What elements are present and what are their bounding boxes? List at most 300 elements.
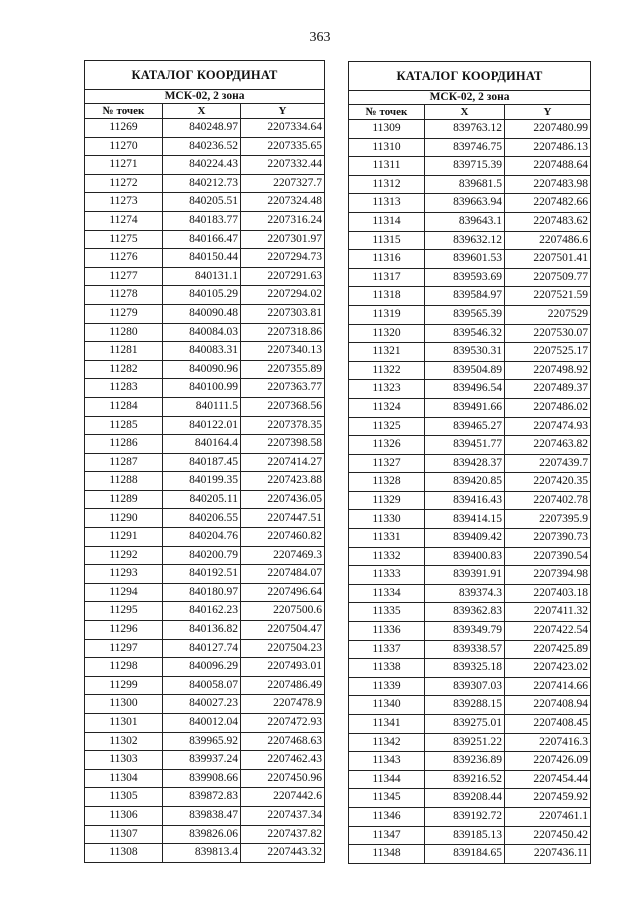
point-number-cell: 11293 (85, 565, 163, 584)
table-row (349, 622, 591, 641)
x-coordinate-cell: 839216.52 (425, 770, 505, 789)
point-number-cell: 11345 (349, 789, 425, 808)
point-number-cell: 11278 (85, 286, 163, 305)
table-row (85, 286, 325, 305)
table-row (85, 509, 325, 528)
point-number-cell: 11325 (349, 417, 425, 436)
x-coordinate-cell: 840012.04 (163, 714, 241, 733)
x-coordinate-cell: 840136.82 (163, 621, 241, 640)
table-row (349, 659, 591, 678)
point-number-cell: 11280 (85, 323, 163, 342)
point-number-cell: 11326 (349, 436, 425, 455)
point-number-cell: 11323 (349, 380, 425, 399)
y-coordinate-cell: 2207423.88 (241, 472, 325, 491)
x-coordinate-cell: 839307.03 (425, 677, 505, 696)
page-number: 363 (309, 30, 331, 45)
point-number-cell: 11314 (349, 212, 425, 231)
table-row (349, 473, 591, 492)
y-coordinate-cell: 2207501.41 (505, 250, 591, 269)
y-coordinate-cell: 2207504.23 (241, 639, 325, 658)
point-number-cell: 11305 (85, 788, 163, 807)
y-coordinate-cell: 2207521.59 (505, 287, 591, 306)
table-row (349, 715, 591, 734)
point-number-cell: 11313 (349, 194, 425, 213)
y-coordinate-cell: 2207408.94 (505, 696, 591, 715)
y-coordinate-cell: 2207498.92 (505, 361, 591, 380)
x-coordinate-cell: 839465.27 (425, 417, 505, 436)
y-coordinate-cell: 2207462.43 (241, 751, 325, 770)
y-coordinate-cell: 2207460.82 (241, 528, 325, 547)
x-coordinate-cell: 840204.76 (163, 528, 241, 547)
table-row (85, 379, 325, 398)
x-coordinate-cell: 839451.77 (425, 436, 505, 455)
x-coordinate-cell: 839937.24 (163, 751, 241, 770)
coordinate-system-label: МСК-02, 2 зона (85, 90, 325, 104)
table-row (85, 528, 325, 547)
table-row (85, 342, 325, 361)
y-coordinate-cell: 2207500.6 (241, 602, 325, 621)
table-row (349, 454, 591, 473)
table-row (349, 807, 591, 826)
x-coordinate-cell: 840150.44 (163, 249, 241, 268)
coordinate-catalog-table-right (348, 61, 591, 864)
table-row (85, 119, 325, 138)
x-coordinate-cell: 839391.91 (425, 566, 505, 585)
point-number-cell: 11294 (85, 583, 163, 602)
point-number-cell: 11346 (349, 807, 425, 826)
x-coordinate-cell: 839208.44 (425, 789, 505, 808)
point-number-cell: 11342 (349, 733, 425, 752)
x-coordinate-cell: 839420.85 (425, 473, 505, 492)
x-coordinate-cell: 840180.97 (163, 583, 241, 602)
table-row (85, 844, 325, 863)
y-coordinate-cell: 2207439.7 (505, 454, 591, 473)
table-row (85, 565, 325, 584)
point-number-cell: 11308 (85, 844, 163, 863)
point-number-cell: 11271 (85, 156, 163, 175)
table-row (85, 323, 325, 342)
y-coordinate-cell: 2207335.65 (241, 137, 325, 156)
x-coordinate-cell: 839349.79 (425, 622, 505, 641)
point-number-cell: 11284 (85, 397, 163, 416)
y-coordinate-cell: 2207294.02 (241, 286, 325, 305)
point-number-cell: 11334 (349, 584, 425, 603)
point-number-cell: 11332 (349, 547, 425, 566)
x-coordinate-cell: 840122.01 (163, 416, 241, 435)
point-number-cell: 11303 (85, 751, 163, 770)
point-number-cell: 11315 (349, 231, 425, 250)
x-coordinate-cell: 839838.47 (163, 806, 241, 825)
coordinate-system-label: МСК-02, 2 зона (349, 91, 591, 105)
y-coordinate-cell: 2207486.02 (505, 398, 591, 417)
table-row (85, 695, 325, 714)
point-number-cell: 11317 (349, 268, 425, 287)
point-number-cell: 11335 (349, 603, 425, 622)
table-row (85, 583, 325, 602)
x-coordinate-cell: 839400.83 (425, 547, 505, 566)
x-coordinate-cell: 840162.23 (163, 602, 241, 621)
point-number-cell: 11298 (85, 658, 163, 677)
x-coordinate-cell: 839362.83 (425, 603, 505, 622)
y-coordinate-cell: 2207324.48 (241, 193, 325, 212)
x-coordinate-cell: 839663.94 (425, 194, 505, 213)
point-number-cell: 11337 (349, 640, 425, 659)
point-number-cell: 11306 (85, 806, 163, 825)
table-row (349, 138, 591, 157)
point-number-cell: 11291 (85, 528, 163, 547)
point-number-cell: 11299 (85, 676, 163, 695)
point-number-cell: 11311 (349, 157, 425, 176)
x-coordinate-cell: 839584.97 (425, 287, 505, 306)
column-header-x: X (163, 104, 241, 119)
table-row (85, 658, 325, 677)
table-row (85, 174, 325, 193)
table-row (349, 510, 591, 529)
y-coordinate-cell: 2207483.62 (505, 212, 591, 231)
point-number-cell: 11336 (349, 622, 425, 641)
point-number-cell: 11286 (85, 435, 163, 454)
point-number-cell: 11343 (349, 752, 425, 771)
table-row (85, 453, 325, 472)
y-coordinate-cell: 2207483.98 (505, 175, 591, 194)
x-coordinate-cell: 839192.72 (425, 807, 505, 826)
point-number-cell: 11321 (349, 343, 425, 362)
table-row (85, 416, 325, 435)
x-coordinate-cell: 839601.53 (425, 250, 505, 269)
x-coordinate-cell: 840100.99 (163, 379, 241, 398)
point-number-cell: 11318 (349, 287, 425, 306)
x-coordinate-cell: 840192.51 (163, 565, 241, 584)
y-coordinate-cell: 2207509.77 (505, 268, 591, 287)
x-coordinate-cell: 840083.31 (163, 342, 241, 361)
y-coordinate-cell: 2207482.66 (505, 194, 591, 213)
point-number-cell: 11322 (349, 361, 425, 380)
x-coordinate-cell: 839185.13 (425, 826, 505, 845)
y-coordinate-cell: 2207390.73 (505, 529, 591, 548)
table-row (349, 250, 591, 269)
x-coordinate-cell: 840200.79 (163, 546, 241, 565)
x-coordinate-cell: 839414.15 (425, 510, 505, 529)
table-row (85, 156, 325, 175)
table-row (85, 137, 325, 156)
x-coordinate-cell: 840236.52 (163, 137, 241, 156)
x-coordinate-cell: 839504.89 (425, 361, 505, 380)
y-coordinate-cell: 2207416.3 (505, 733, 591, 752)
table-row (85, 602, 325, 621)
point-number-cell: 11316 (349, 250, 425, 269)
x-coordinate-cell: 840206.55 (163, 509, 241, 528)
x-coordinate-cell: 840164.4 (163, 435, 241, 454)
x-coordinate-cell: 840084.03 (163, 323, 241, 342)
column-header-y: Y (505, 105, 591, 120)
table-row (349, 231, 591, 250)
y-coordinate-cell: 2207355.89 (241, 360, 325, 379)
x-coordinate-cell: 839374.3 (425, 584, 505, 603)
point-number-cell: 11327 (349, 454, 425, 473)
x-coordinate-cell: 839763.12 (425, 120, 505, 139)
x-coordinate-cell: 840111.5 (163, 397, 241, 416)
x-coordinate-cell: 839643.1 (425, 212, 505, 231)
point-number-cell: 11333 (349, 566, 425, 585)
table-row (349, 343, 591, 362)
x-coordinate-cell: 840205.51 (163, 193, 241, 212)
y-coordinate-cell: 2207461.1 (505, 807, 591, 826)
y-coordinate-cell: 2207395.9 (505, 510, 591, 529)
x-coordinate-cell: 839236.89 (425, 752, 505, 771)
point-number-cell: 11320 (349, 324, 425, 343)
y-coordinate-cell: 2207423.02 (505, 659, 591, 678)
y-coordinate-cell: 2207443.32 (241, 844, 325, 863)
y-coordinate-cell: 2207486.49 (241, 676, 325, 695)
table-row (349, 120, 591, 139)
table-row (349, 845, 591, 864)
x-coordinate-cell: 839681.5 (425, 175, 505, 194)
point-number-cell: 11338 (349, 659, 425, 678)
y-coordinate-cell: 2207334.64 (241, 119, 325, 138)
y-coordinate-cell: 2207294.73 (241, 249, 325, 268)
table-row (85, 732, 325, 751)
point-number-cell: 11282 (85, 360, 163, 379)
point-number-cell: 11309 (349, 120, 425, 139)
table-row (349, 733, 591, 752)
y-coordinate-cell: 2207489.37 (505, 380, 591, 399)
y-coordinate-cell: 2207493.01 (241, 658, 325, 677)
y-coordinate-cell: 2207420.35 (505, 473, 591, 492)
table-row (349, 175, 591, 194)
table-row (85, 490, 325, 509)
y-coordinate-cell: 2207474.93 (505, 417, 591, 436)
y-coordinate-cell: 2207484.07 (241, 565, 325, 584)
y-coordinate-cell: 2207301.97 (241, 230, 325, 249)
table-row (85, 546, 325, 565)
y-coordinate-cell: 2207411.32 (505, 603, 591, 622)
x-coordinate-cell: 840090.96 (163, 360, 241, 379)
y-coordinate-cell: 2207437.34 (241, 806, 325, 825)
y-coordinate-cell: 2207414.27 (241, 453, 325, 472)
y-coordinate-cell: 2207436.11 (505, 845, 591, 864)
point-number-cell: 11273 (85, 193, 163, 212)
y-coordinate-cell: 2207454.44 (505, 770, 591, 789)
y-coordinate-cell: 2207463.82 (505, 436, 591, 455)
table-row (85, 397, 325, 416)
x-coordinate-cell: 840127.74 (163, 639, 241, 658)
y-coordinate-cell: 2207450.42 (505, 826, 591, 845)
point-number-cell: 11324 (349, 398, 425, 417)
point-number-cell: 11290 (85, 509, 163, 528)
table-row (85, 676, 325, 695)
table-row (85, 360, 325, 379)
table-row (349, 547, 591, 566)
y-coordinate-cell: 2207525.17 (505, 343, 591, 362)
point-number-cell: 11328 (349, 473, 425, 492)
y-coordinate-cell: 2207530.07 (505, 324, 591, 343)
table-row (349, 752, 591, 771)
x-coordinate-cell: 839184.65 (425, 845, 505, 864)
point-number-cell: 11281 (85, 342, 163, 361)
y-coordinate-cell: 2207390.54 (505, 547, 591, 566)
point-number-cell: 11341 (349, 715, 425, 734)
x-coordinate-cell: 839530.31 (425, 343, 505, 362)
y-coordinate-cell: 2207480.99 (505, 120, 591, 139)
point-number-cell: 11312 (349, 175, 425, 194)
x-coordinate-cell: 840212.73 (163, 174, 241, 193)
point-number-cell: 11296 (85, 621, 163, 640)
point-number-cell: 11288 (85, 472, 163, 491)
point-number-cell: 11347 (349, 826, 425, 845)
point-number-cell: 11279 (85, 304, 163, 323)
y-coordinate-cell: 2207408.45 (505, 715, 591, 734)
x-coordinate-cell: 839965.92 (163, 732, 241, 751)
y-coordinate-cell: 2207437.82 (241, 825, 325, 844)
point-number-cell: 11269 (85, 119, 163, 138)
table-row (349, 696, 591, 715)
point-number-cell: 11340 (349, 696, 425, 715)
table-row (349, 324, 591, 343)
x-coordinate-cell: 840096.29 (163, 658, 241, 677)
x-coordinate-cell: 840090.48 (163, 304, 241, 323)
column-header-point-number: № точек (85, 104, 163, 119)
table-row (349, 287, 591, 306)
y-coordinate-cell: 2207468.63 (241, 732, 325, 751)
coordinate-catalog-table-left (84, 60, 325, 863)
point-number-cell: 11329 (349, 491, 425, 510)
x-coordinate-cell: 840205.11 (163, 490, 241, 509)
table-row (349, 529, 591, 548)
y-coordinate-cell: 2207378.35 (241, 416, 325, 435)
y-coordinate-cell: 2207478.9 (241, 695, 325, 714)
point-number-cell: 11348 (349, 845, 425, 864)
y-coordinate-cell: 2207394.98 (505, 566, 591, 585)
point-number-cell: 11277 (85, 267, 163, 286)
x-coordinate-cell: 840199.35 (163, 472, 241, 491)
y-coordinate-cell: 2207486.6 (505, 231, 591, 250)
table-row (85, 621, 325, 640)
table-row (85, 249, 325, 268)
y-coordinate-cell: 2207426.09 (505, 752, 591, 771)
table-row (349, 157, 591, 176)
y-coordinate-cell: 2207488.64 (505, 157, 591, 176)
catalog-body (85, 119, 325, 863)
x-coordinate-cell: 840131.1 (163, 267, 241, 286)
point-number-cell: 11289 (85, 490, 163, 509)
point-number-cell: 11295 (85, 602, 163, 621)
table-row (349, 436, 591, 455)
table-row (349, 566, 591, 585)
point-number-cell: 11275 (85, 230, 163, 249)
y-coordinate-cell: 2207316.24 (241, 211, 325, 230)
y-coordinate-cell: 2207496.64 (241, 583, 325, 602)
table-row (85, 806, 325, 825)
x-coordinate-cell: 839908.66 (163, 769, 241, 788)
point-number-cell: 11272 (85, 174, 163, 193)
table-row (349, 380, 591, 399)
table-row (349, 677, 591, 696)
y-coordinate-cell: 2207327.7 (241, 174, 325, 193)
table-row (85, 714, 325, 733)
table-row (85, 788, 325, 807)
point-number-cell: 11310 (349, 138, 425, 157)
x-coordinate-cell: 840224.43 (163, 156, 241, 175)
table-row (85, 267, 325, 286)
table-row (85, 825, 325, 844)
point-number-cell: 11276 (85, 249, 163, 268)
y-coordinate-cell: 2207447.51 (241, 509, 325, 528)
table-row (85, 211, 325, 230)
y-coordinate-cell: 2207442.6 (241, 788, 325, 807)
point-number-cell: 11297 (85, 639, 163, 658)
table-row (349, 826, 591, 845)
x-coordinate-cell: 840183.77 (163, 211, 241, 230)
y-coordinate-cell: 2207472.93 (241, 714, 325, 733)
y-coordinate-cell: 2207425.89 (505, 640, 591, 659)
table-row (85, 472, 325, 491)
x-coordinate-cell: 839338.57 (425, 640, 505, 659)
table-row (349, 361, 591, 380)
y-coordinate-cell: 2207291.63 (241, 267, 325, 286)
y-coordinate-cell: 2207422.54 (505, 622, 591, 641)
x-coordinate-cell: 839491.66 (425, 398, 505, 417)
column-header-x: X (425, 105, 505, 120)
x-coordinate-cell: 840166.47 (163, 230, 241, 249)
point-number-cell: 11319 (349, 305, 425, 324)
table-row (85, 230, 325, 249)
table-row (349, 268, 591, 287)
y-coordinate-cell: 2207340.13 (241, 342, 325, 361)
y-coordinate-cell: 2207332.44 (241, 156, 325, 175)
y-coordinate-cell: 2207459.92 (505, 789, 591, 808)
y-coordinate-cell: 2207303.81 (241, 304, 325, 323)
point-number-cell: 11270 (85, 137, 163, 156)
point-number-cell: 11344 (349, 770, 425, 789)
table-row (85, 193, 325, 212)
y-coordinate-cell: 2207414.66 (505, 677, 591, 696)
y-coordinate-cell: 2207363.77 (241, 379, 325, 398)
x-coordinate-cell: 839496.54 (425, 380, 505, 399)
y-coordinate-cell: 2207368.56 (241, 397, 325, 416)
point-number-cell: 11307 (85, 825, 163, 844)
y-coordinate-cell: 2207529 (505, 305, 591, 324)
point-number-cell: 11330 (349, 510, 425, 529)
x-coordinate-cell: 839826.06 (163, 825, 241, 844)
x-coordinate-cell: 839416.43 (425, 491, 505, 510)
x-coordinate-cell: 839288.15 (425, 696, 505, 715)
x-coordinate-cell: 839746.75 (425, 138, 505, 157)
table-row (349, 212, 591, 231)
x-coordinate-cell: 840027.23 (163, 695, 241, 714)
table-row (85, 769, 325, 788)
table-row (85, 639, 325, 658)
point-number-cell: 11285 (85, 416, 163, 435)
y-coordinate-cell: 2207436.05 (241, 490, 325, 509)
x-coordinate-cell: 840105.29 (163, 286, 241, 305)
x-coordinate-cell: 840187.45 (163, 453, 241, 472)
table-row (349, 417, 591, 436)
table-row (349, 305, 591, 324)
point-number-cell: 11304 (85, 769, 163, 788)
x-coordinate-cell: 839813.4 (163, 844, 241, 863)
table-row (349, 584, 591, 603)
y-coordinate-cell: 2207402.78 (505, 491, 591, 510)
point-number-cell: 11274 (85, 211, 163, 230)
point-number-cell: 11292 (85, 546, 163, 565)
y-coordinate-cell: 2207318.86 (241, 323, 325, 342)
y-coordinate-cell: 2207504.47 (241, 621, 325, 640)
table-row (349, 194, 591, 213)
table-row (349, 491, 591, 510)
catalog-body (349, 120, 591, 864)
x-coordinate-cell: 839715.39 (425, 157, 505, 176)
x-coordinate-cell: 839565.39 (425, 305, 505, 324)
